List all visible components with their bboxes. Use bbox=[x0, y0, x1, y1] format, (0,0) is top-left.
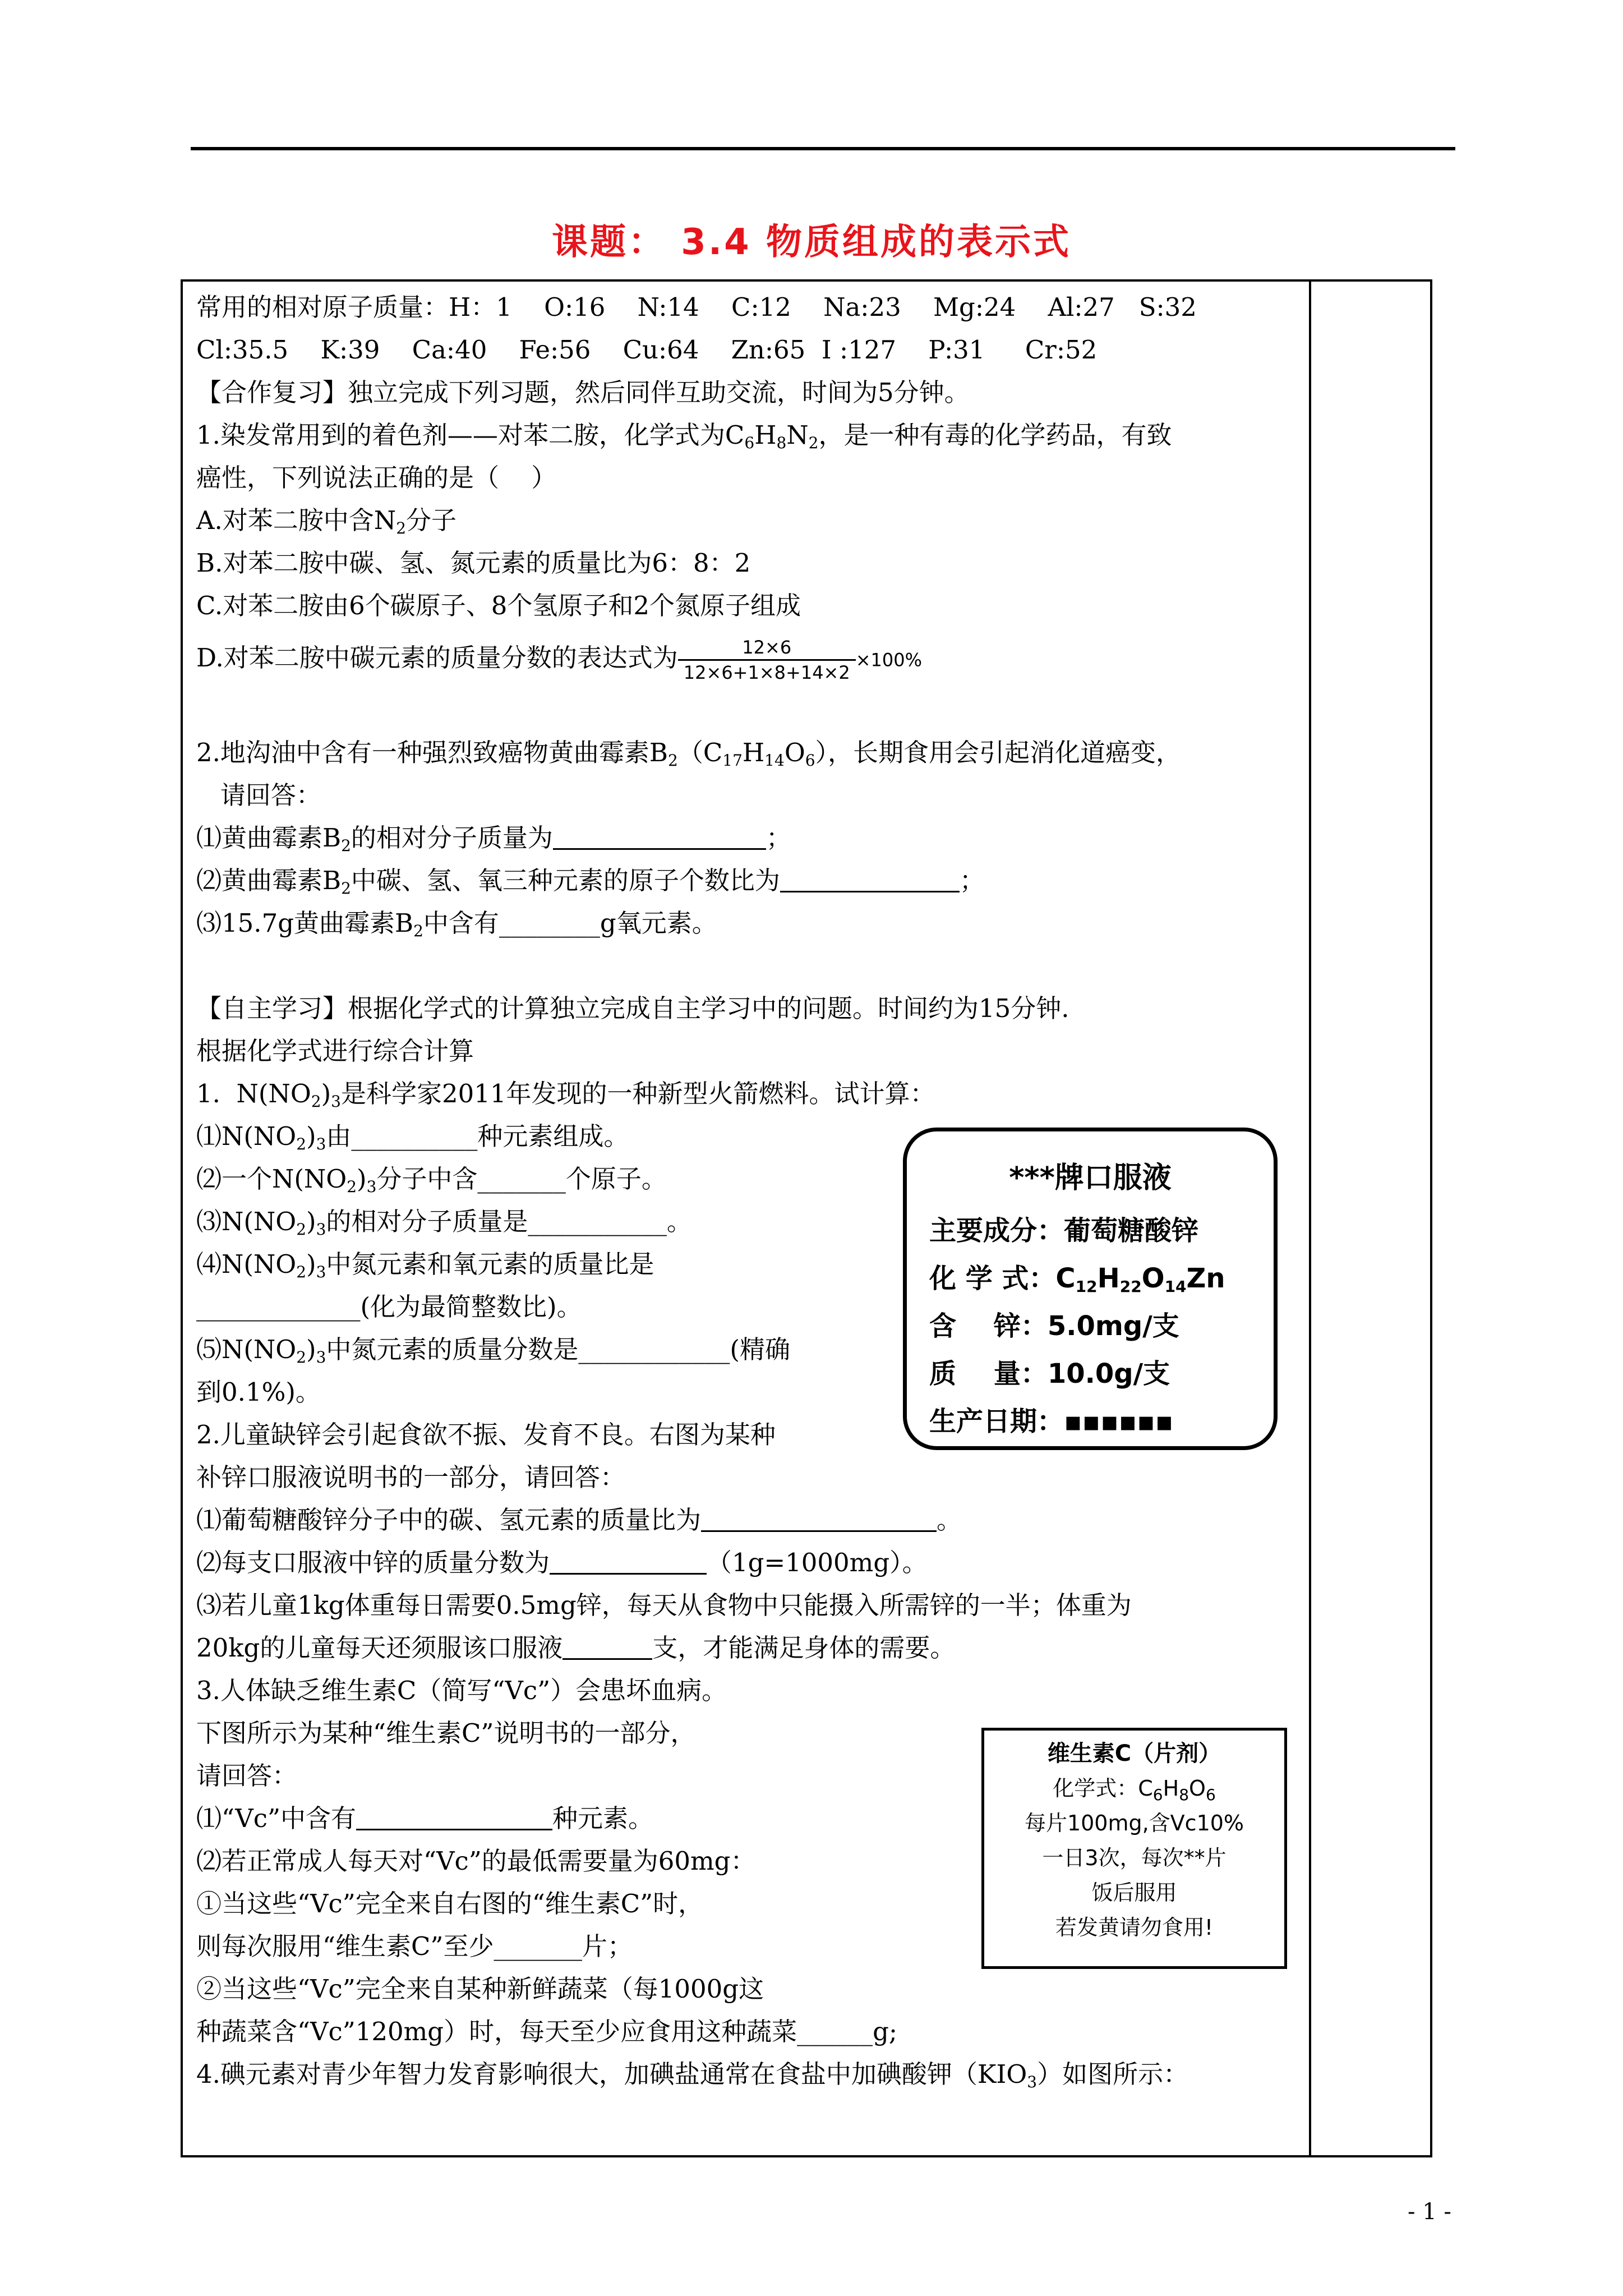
review-q2-line2: 请回答： bbox=[196, 780, 321, 810]
review-q1-option-a: A.对苯二胺中含$N_2$分子 bbox=[196, 505, 457, 537]
review-q2-part2: ⑵黄曲霉素$B_2$中碳、氢、氧三种元素的原子个数比为 ； bbox=[196, 866, 985, 898]
vc-label-title: 维生素C（片剂） bbox=[1047, 1741, 1221, 1766]
self-q2-part1: ⑴葡萄糖酸锌分子中的碳、氢元素的质量比为 。 bbox=[196, 1505, 962, 1535]
atomic-mass-line-2: Cl:35.5 K:39 Ca:40 Fe:56 Cu:64 Zn:65 I :127 P:31 Cr:52 bbox=[196, 335, 1098, 365]
mass-fraction-expression: $\frac{12\times 6}{12\times 6+1\times 8+14\times 2}$ bbox=[678, 636, 856, 684]
self-q3-part1: ⑴“Vc”中含有 种元素。 bbox=[196, 1803, 653, 1833]
self-q3-case2-line1: ②当这些“Vc”完全来自某种新鲜蔬菜（每1000g这 bbox=[196, 1974, 764, 2004]
self-q1-line: 1. $N(NO_2)_3$是科学家2011年发现的一种新型火箭燃料。试计算： bbox=[196, 1079, 935, 1111]
self-q2-line2: 补锌口服液说明书的一部分，请回答： bbox=[196, 1462, 626, 1492]
self-q1-part2: ⑵一个$N(NO_2)_3$分子中含_______个原子。 bbox=[196, 1164, 667, 1196]
self-study-subheading: 根据化学式进行综合计算 bbox=[196, 1036, 474, 1066]
self-q3-line3: 请回答： bbox=[196, 1761, 298, 1791]
self-q2-line1: 2.儿童缺锌会引起食欲不振、发育不良。右图为某种 bbox=[196, 1420, 776, 1450]
review-q1-line2: 癌性，下列说法正确的是（ ） bbox=[196, 463, 557, 493]
header-rule bbox=[191, 147, 1455, 150]
zinc-label-date: 生产日期：▪▪▪▪▪▪ bbox=[929, 1406, 1174, 1437]
self-q3-case2-line2: 种蔬菜含“Vc”120mg）时，每天至少应食用这种蔬菜______g; bbox=[196, 2017, 898, 2046]
answer-blank[interactable] bbox=[780, 866, 960, 892]
answer-blank[interactable] bbox=[562, 1634, 652, 1660]
review-q2-part1: ⑴黄曲霉素$B_2$的相对分子质量为 ； bbox=[196, 823, 791, 855]
self-q1-part3: $⑶N(NO_2)_3$的相对分子质量是___________。 bbox=[196, 1207, 692, 1239]
review-q2-part3: ⑶15.7g黄曲霉素$B_2$中含有________g氧元素。 bbox=[196, 908, 717, 940]
zinc-label-zinc-content: 含 锌：5.0mg/支 bbox=[929, 1310, 1179, 1342]
table-column-divider bbox=[1309, 279, 1311, 2155]
self-q3-line1: 3.人体缺乏维生素C（简写“Vc”）会患坏血病。 bbox=[196, 1676, 727, 1705]
self-q3-case1-line1: ①当这些“Vc”完全来自右图的“维生素C”时， bbox=[196, 1889, 704, 1918]
self-q3-case1-line2: 则每次服用“维生素C”至少_______片； bbox=[196, 1931, 633, 1961]
self-study-heading: 【自主学习】根据化学式的计算独立完成自主学习中的问题。时间约为15分钟. bbox=[196, 993, 1069, 1023]
self-q3-part2: ⑵若正常成人每天对“Vc”的最低需要量为60mg： bbox=[196, 1846, 756, 1876]
vc-label-frequency: 一日3次，每次**片 bbox=[1042, 1846, 1227, 1870]
self-q3-line2: 下图所示为某种“维生素C”说明书的一部分， bbox=[196, 1718, 696, 1748]
answer-blank[interactable] bbox=[553, 823, 766, 850]
vc-label-dose: 每片100mg,含Vc10% bbox=[1024, 1811, 1244, 1835]
review-heading: 【合作复习】独立完成下列习题，然后同伴互助交流，时间为5分钟。 bbox=[196, 378, 970, 407]
self-q1-part4-cont: _____________(化为最简整数比)。 bbox=[196, 1292, 582, 1322]
self-q1-part5-cont: 到0.1%)。 bbox=[196, 1377, 321, 1407]
vitamin-c-label bbox=[981, 1728, 1287, 1969]
zinc-label-title: ***牌口服液 bbox=[1009, 1161, 1172, 1195]
review-q1-option-b: B.对苯二胺中碳、氢、氮元素的质量比为6：8：2 bbox=[196, 548, 751, 578]
review-q1-line1: 1.染发常用到的着色剂——对苯二胺，化学式为$C_6H_8N_2$，是一种有毒的化学药品，有致 bbox=[196, 420, 1172, 452]
zinc-label-formula: 化 学 式：$C_{12}H_{22}O_{14}Zn$ bbox=[929, 1263, 1225, 1296]
self-q2-part2: ⑵每支口服液中锌的质量分数为 （1g=1000mg）。 bbox=[196, 1548, 928, 1577]
vc-label-instruction: 饭后服用 bbox=[1091, 1880, 1177, 1905]
answer-blank[interactable] bbox=[356, 1804, 552, 1830]
self-q1-part4: $⑷N(NO_2)_3$中氮元素和氧元素的质量比是 bbox=[196, 1249, 654, 1281]
self-q2-part3-line1: ⑶若儿童1kg体重每日需要0.5mg锌，每天从食物中只能摄入所需锌的一半；体重为 bbox=[196, 1590, 1132, 1620]
review-q2-line1: 2.地沟油中含有一种强烈致癌物黄曲霉素$B_2(C_{17}H_{14}O_6)$，长期食用会引起消化道癌变， bbox=[196, 738, 1182, 770]
review-q1-option-d: D.对苯二胺中碳元素的质量分数的表达式为 $\frac{12\times 6}{12\times 6+1\times 8+14\times 2}$ ×100% bbox=[196, 637, 923, 683]
zinc-oral-liquid-label bbox=[903, 1128, 1278, 1450]
vc-label-formula: 化学式：$C_6H_8O_6$ bbox=[1053, 1776, 1216, 1804]
self-q2-part3-line2: 20kg的儿童每天还须服该口服液 支，才能满足身体的需要。 bbox=[196, 1633, 956, 1663]
page-title: 课题： 3.4 物质组成的表示式 bbox=[552, 222, 1071, 263]
self-q1-part5: $⑸N(NO_2)_3$中氮元素的质量分数是____________(精确 bbox=[196, 1335, 790, 1366]
vc-label-warning: 若发黄请勿食用! bbox=[1055, 1915, 1214, 1940]
answer-blank[interactable] bbox=[550, 1548, 707, 1575]
zinc-label-ingredient: 主要成分：葡萄糖酸锌 bbox=[929, 1215, 1199, 1246]
atomic-mass-line-1: 常用的相对原子质量：H：1 O:16 N:14 C:12 Na:23 Mg:24 Al:27 S:32 bbox=[196, 292, 1197, 322]
self-q4-line: 4.碘元素对青少年智力发育影响很大，加碘盐通常在食盐中加碘酸钾$(KIO_3)$如图所示： bbox=[196, 2059, 1189, 2091]
answer-blank[interactable] bbox=[701, 1506, 937, 1532]
page-number: - 1 - bbox=[1408, 2199, 1451, 2225]
review-q1-option-c: C.对苯二胺由6个碳原子、8个氢原子和2个氮原子组成 bbox=[196, 591, 801, 620]
zinc-label-mass: 质 量：10.0g/支 bbox=[929, 1358, 1170, 1389]
self-q1-part1: $⑴N(NO_2)_3$由__________种元素组成。 bbox=[196, 1121, 629, 1153]
